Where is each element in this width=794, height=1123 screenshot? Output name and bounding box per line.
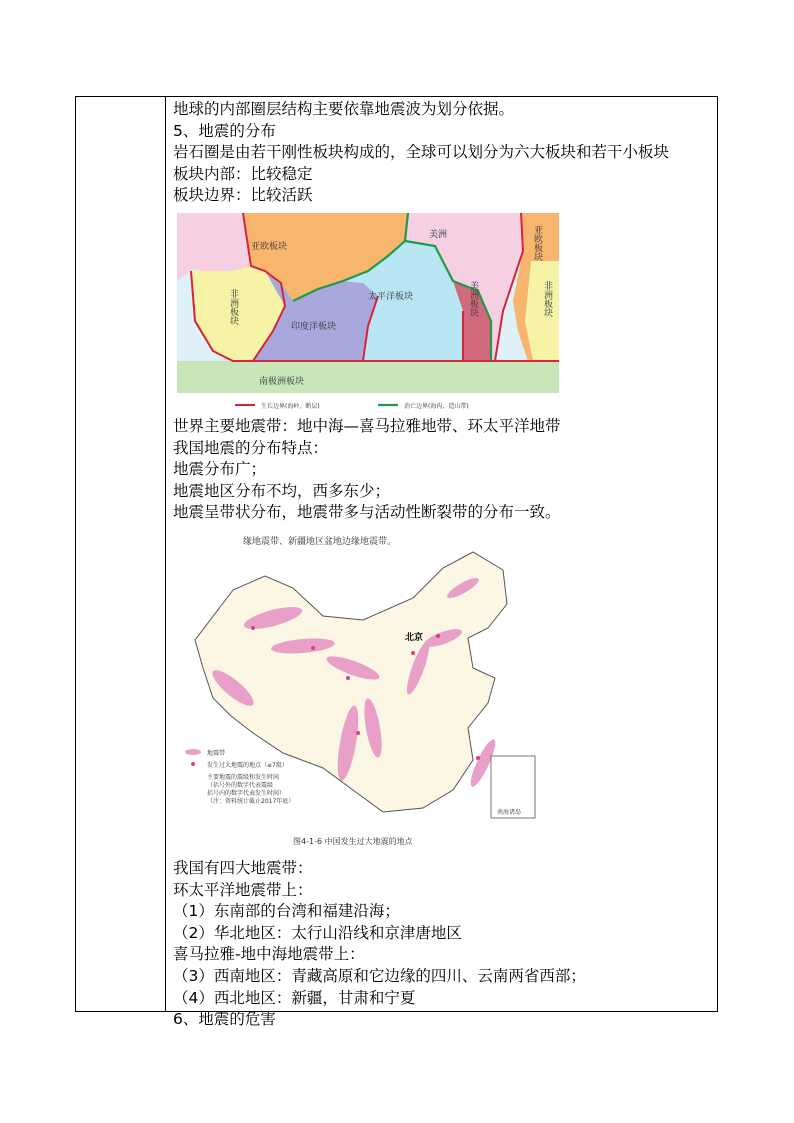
plate-map-figure	[173, 211, 713, 416]
earthquake-point	[311, 646, 315, 650]
label-america: 美洲	[429, 229, 448, 240]
text-line: 地震呈带状分布，地震带多与活动性断裂带的分布一致。	[173, 503, 561, 522]
label-indian: 印度洋板块	[291, 321, 337, 332]
earthquake-point	[411, 651, 415, 655]
legend-growth: 生长边界(海岭、断层)	[261, 402, 320, 410]
antarctic-plate	[177, 361, 559, 393]
legend-belt: 地震带	[207, 749, 226, 757]
text-line: 我国地震的分布特点：	[173, 438, 329, 457]
content-table	[75, 96, 718, 1029]
earthquake-point	[251, 626, 255, 630]
plate-map	[173, 211, 563, 416]
label-america-right: 美洲板块	[468, 280, 478, 317]
figure-caption: 图4-1-6 中国发生过大地震的地点	[293, 836, 413, 846]
legend-note3: （注：资料统计截止2017年底）	[207, 797, 295, 805]
list-item: （4）西北地区：新疆，甘肃和宁夏	[173, 988, 416, 1007]
china-map-figure	[173, 528, 713, 858]
earthquake-point	[436, 634, 440, 638]
right-column-cell	[173, 99, 713, 1031]
legend-note1: （括号外的数字代表震级	[207, 781, 274, 789]
text-line: 地震地区分布不均，西多东少；	[173, 481, 391, 500]
label-antarctic: 南极洲板块	[259, 376, 305, 387]
earthquake-point	[476, 756, 480, 760]
list-item: （2）华北地区：太行山沿线和京津唐地区	[173, 923, 462, 942]
label-africa: 非洲板块	[228, 288, 238, 325]
legend-subduction: 消亡边界(海沟、造山带)	[404, 402, 469, 410]
text-line: 环太平洋地震带上：	[173, 880, 313, 899]
left-column-cell	[76, 97, 166, 1011]
label-pacific: 太平洋板块	[368, 291, 414, 302]
legend-note2: 括号内的数字代表发生时间）	[207, 789, 286, 797]
text-line: 板块内部：比较稳定	[173, 164, 313, 183]
text-line: 我国有四大地震带：	[173, 858, 313, 877]
legend-point: 发生过大地震的地点（≥7级）	[207, 761, 288, 769]
label-africa-right: 非洲板块	[542, 280, 552, 317]
list-item: （3）西南地区：青藏高原和它边缘的四川、云南两省西部；	[173, 966, 586, 985]
legend-point-symbol	[191, 762, 195, 766]
city-label-beijing: 北京	[405, 632, 424, 643]
section-heading: 6、地震的危害	[173, 1010, 276, 1029]
label-eurasian-right: 亚欧板块	[532, 224, 542, 261]
text-line: 地震分布广；	[173, 460, 267, 479]
text-line: 地球的内部圈层结构主要依靠地震波为划分依据。	[173, 100, 515, 118]
text-line: 世界主要地震带：地中海—喜马拉雅地带、环太平洋地带	[173, 416, 561, 435]
list-item: （1）东南部的台湾和福建沿海；	[173, 902, 400, 921]
text-line: 喜马拉雅-地中海地震带上：	[173, 945, 365, 964]
legend-magnitude: 主要地震的震级和发生时间	[207, 773, 280, 781]
china-earthquake-map	[173, 528, 543, 858]
earthquake-point	[356, 731, 360, 735]
label-eurasian: 亚欧板块	[251, 241, 288, 252]
text-line: 岩石圈是由若干刚性板块构成的，全球可以划分为六大板块和若干小板块	[173, 143, 670, 162]
section-heading: 5、地震的分布	[173, 121, 276, 140]
map-top-caption: 缘地震带、新疆地区盆地边缘地震带。	[243, 536, 397, 547]
legend-belt-symbol	[185, 749, 201, 755]
text-line: 板块边界：比较活跃	[173, 186, 313, 205]
inset-label: 南海诸岛	[497, 808, 522, 816]
earthquake-point	[346, 676, 350, 680]
